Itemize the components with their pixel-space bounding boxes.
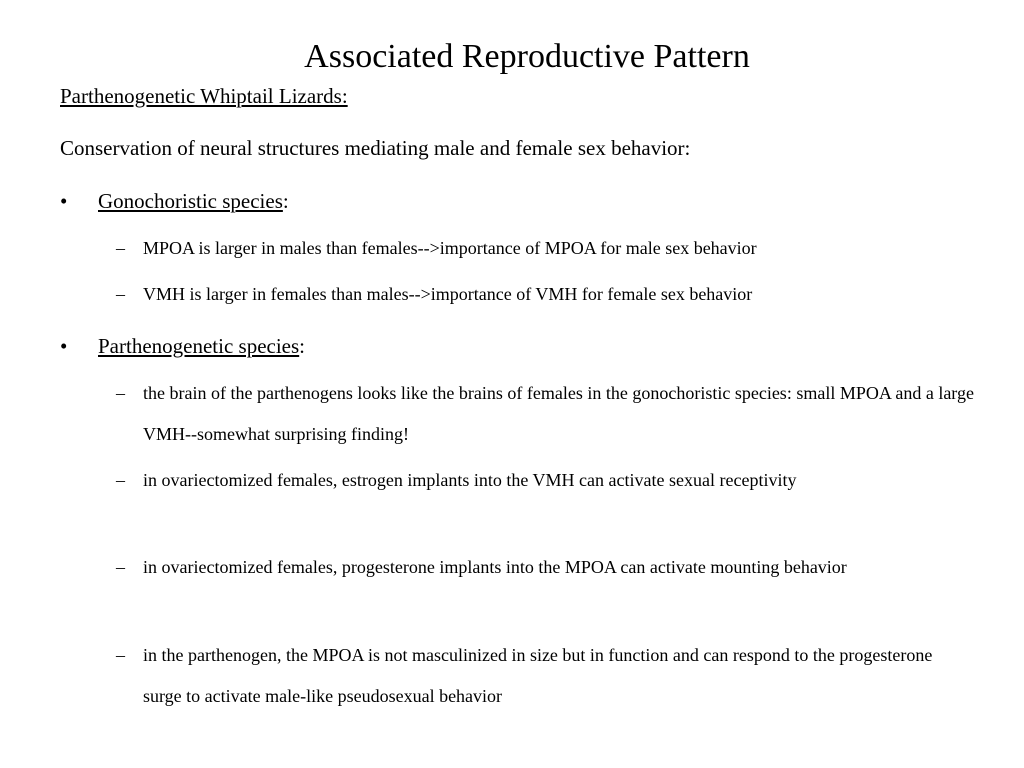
bullet-mark: • bbox=[60, 334, 68, 358]
bullet-suffix: : bbox=[299, 334, 306, 358]
bullet-text bbox=[98, 332, 305, 360]
dash-mark: – bbox=[116, 557, 125, 577]
sub-item-text: in the parthenogen, the MPOA is not masculinized in size but in function and can respond to the progesterone surge to activate male-like pseudosexual behavior bbox=[143, 645, 933, 706]
sub-item bbox=[116, 228, 976, 269]
sub-item-text: the brain of the parthenogens looks like the brains of females in the gonochoristic species: small MPOA and a large VMH--somewhat surprising finding! bbox=[143, 383, 974, 444]
sub-item-text: in ovariectomized females, estrogen implants into the VMH can activate sexual receptivity bbox=[143, 470, 797, 490]
sub-item-text: MPOA is larger in males than females-->importance of MPOA for male sex behavior bbox=[143, 238, 757, 258]
bullet-text bbox=[98, 187, 289, 215]
bullet-mark: • bbox=[60, 189, 68, 213]
intro-text: Conservation of neural structures mediating male and female sex behavior: bbox=[60, 136, 691, 160]
sub-item bbox=[116, 460, 976, 501]
dash-mark: – bbox=[116, 238, 125, 258]
sub-item-text: VMH is larger in females than males-->importance of VMH for female sex behavior bbox=[143, 284, 753, 304]
sub-item-text: in ovariectomized females, progesterone implants into the MPOA can activate mounting behavior bbox=[143, 557, 847, 577]
slide-title: Associated Reproductive Pattern bbox=[304, 38, 750, 75]
dash-mark: – bbox=[116, 284, 125, 304]
sub-item bbox=[116, 635, 976, 717]
bullet-heading: Gonochoristic species bbox=[98, 189, 283, 213]
slide-subtitle: Parthenogenetic Whiptail Lizards: bbox=[60, 84, 348, 108]
dash-mark: – bbox=[116, 383, 125, 403]
sub-item bbox=[116, 373, 976, 455]
sub-item bbox=[116, 547, 976, 588]
bullet-suffix: : bbox=[282, 189, 289, 213]
bullet-heading: Parthenogenetic species bbox=[98, 334, 300, 358]
dash-mark: – bbox=[116, 645, 125, 665]
sub-item bbox=[116, 274, 976, 315]
dash-mark: – bbox=[116, 470, 125, 490]
